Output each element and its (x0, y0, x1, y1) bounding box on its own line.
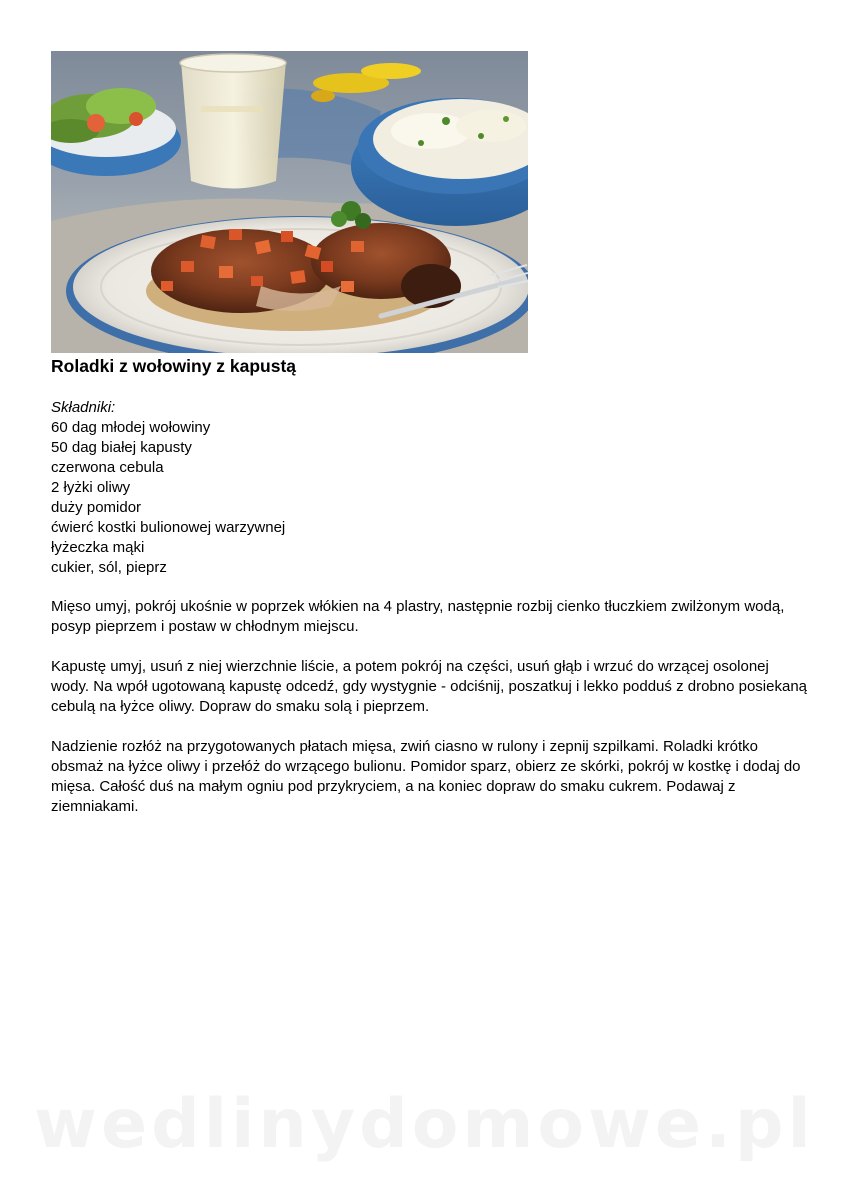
ingredient-item: cukier, sól, pieprz (51, 559, 167, 576)
preparation-steps (51, 597, 811, 837)
ingredient-item: 50 dag białej kapusty (51, 439, 192, 456)
ingredient-item: 60 dag młodej wołowiny (51, 419, 211, 436)
step-paragraph: Mięso umyj, pokrój ukośnie w poprzek włókien na 4 plastry, następnie rozbij cienko tłuczkiem zwilżonym wodą, posyp pieprzem i postaw w chłodnym miejscu. (51, 598, 785, 635)
step-paragraph: Kapustę umyj, usuń z niej wierzchnie liście, a potem pokrój na części, usuń głąb i wrzuć do wrzącej osolonej wody. Na wpół ugotowaną kapustę odcedź, gdy wystygnie - odciśnij, poszatkuj i lekko podduś z drobno posiekaną cebulą na łyżce oliwy. Dopraw do smaku solą i pieprzem. (51, 658, 807, 715)
ingredient-item: duży pomidor (51, 499, 142, 516)
ingredients-section (51, 398, 285, 578)
ingredient-item: łyżeczka mąki (51, 539, 145, 556)
ingredient-item: ćwierć kostki bulionowej warzywnej (51, 519, 286, 536)
ingredients-list (51, 418, 285, 578)
site-watermark: wedlinydomowe.pl (34, 1085, 815, 1164)
ingredients-heading: Składniki: (51, 399, 116, 416)
recipe-title: Roladki z wołowiny z kapustą (51, 356, 297, 376)
step-paragraph: Nadzienie rozłóż na przygotowanych płatach mięsa, zwiń ciasno w rulony i zepnij szpilkami. Roladki krótko obsmaż na łyżce oliwy i przełóż do wrzącego bulionu. Pomidor sparz, obierz ze skórki, pokrój w kostkę i dodaj do mięsa. Całość duś na małym ogniu pod przykryciem, a na koniec dopraw do smaku cukrem. Podawaj z ziemniakami. (51, 738, 801, 815)
ingredient-item: 2 łyżki oliwy (51, 479, 131, 496)
ingredient-item: czerwona cebula (51, 459, 164, 476)
dish-photo (51, 51, 528, 353)
